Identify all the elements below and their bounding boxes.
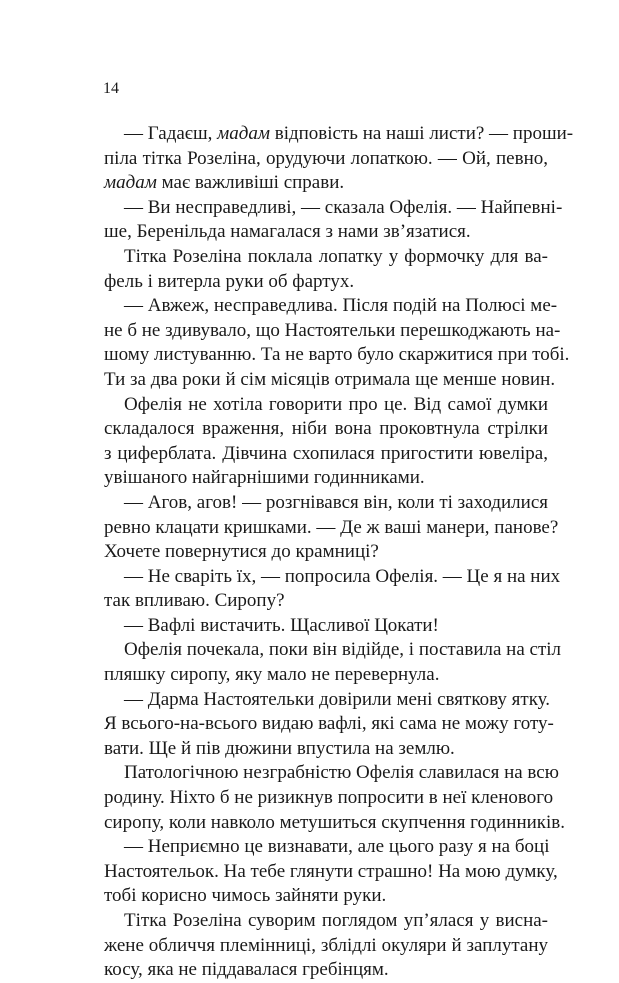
text-line: Тітка Розеліна суворим поглядом уп’ялася у висна- [124,910,548,931]
text-line: косу, яка не піддавалася гребінцям. [104,959,389,981]
body-text [104,122,574,983]
text-line: Офелія почекала, поки він відійде, і поставила на стіл [124,639,562,661]
text-line: Хочете повернутися до крамниці? [104,541,379,563]
text-line: Я всього-на-всього видаю вафлі, які сама не можу готу- [104,713,554,735]
text-line: ше, Беренільда намагалася з нами зв’язатися. [104,221,471,243]
text-line: — Агов, агов! — розгнівався він, коли ті заходилися [124,491,548,513]
text-line: фель і витерла руки об фартух. [104,270,355,292]
text-line: Ти за два роки й сім місяців отримала ще менше новин. [104,368,556,390]
text-line: шому листуванню. Та не варто було скаржитися при тобі. [104,344,570,366]
text-line: — Гадаєш, мадам відповість на наші листи? — проши- [124,123,574,144]
text-line: пляшку сиропу, яку мало не перевернула. [104,664,440,686]
text-line: Тітка Розеліна поклала лопатку у формочку для ва- [124,245,548,267]
text-line: сиропу, коли навколо метушиться скупчення годинників. [104,811,566,833]
text-line: — Дарма Настоятельки довірили мені святкову ятку. [124,688,551,710]
page-number: 14 [103,80,119,97]
text-line: — Неприємно це визнавати, але цього разу я на боці [124,836,550,858]
text-line: жене обличчя племінниці, зблідлі окуляри й заплутану [104,934,548,956]
text-line: родину. Ніхто б не ризикнув попросити в неї кленового [104,787,554,809]
text-line: Патологічною незграбністю Офелія славилася на всю [124,762,559,784]
text-line: Офелія не хотіла говорити про це. Від самої думки [124,393,548,415]
text-line: мадам має важливіші справи. [104,172,345,194]
text-line: так впливаю. Сиропу? [104,590,285,612]
text-line: — Вафлі вистачить. Щасливої Цокати! [124,614,439,636]
text-line: тобі корисно чимось зайняти руки. [104,885,387,907]
text-line: піла тітка Розеліна, орудуючи лопаткою. — Ой, певно, [104,147,548,169]
text-line: — Ви несправедливі, — сказала Офелія. — Найпевні- [124,196,563,218]
text-line: з циферблата. Дівчина схопилася пригостити ювеліра, [104,442,548,464]
text-line: увішаного найгарнішими годинниками. [104,467,425,489]
text-line: вати. Ще й пів дюжини впустила на землю. [104,737,455,759]
text-line: — Авжеж, несправедлива. Після подій на Полюсі ме- [124,295,558,317]
text-line: — Не сваріть їх, — попросила Офелія. — Це я на них [124,565,561,587]
text-line: не б не здивувало, що Настоятельки перешкоджають на- [104,319,561,341]
text-line: Настоятельок. На тебе глянути страшно! На мою думку, [104,860,558,882]
text-line: складалося враження, ніби вона проковтнула стрілки [104,418,548,440]
text-line: ревно клацати кришками. — Де ж ваші манери, панове? [104,516,559,538]
